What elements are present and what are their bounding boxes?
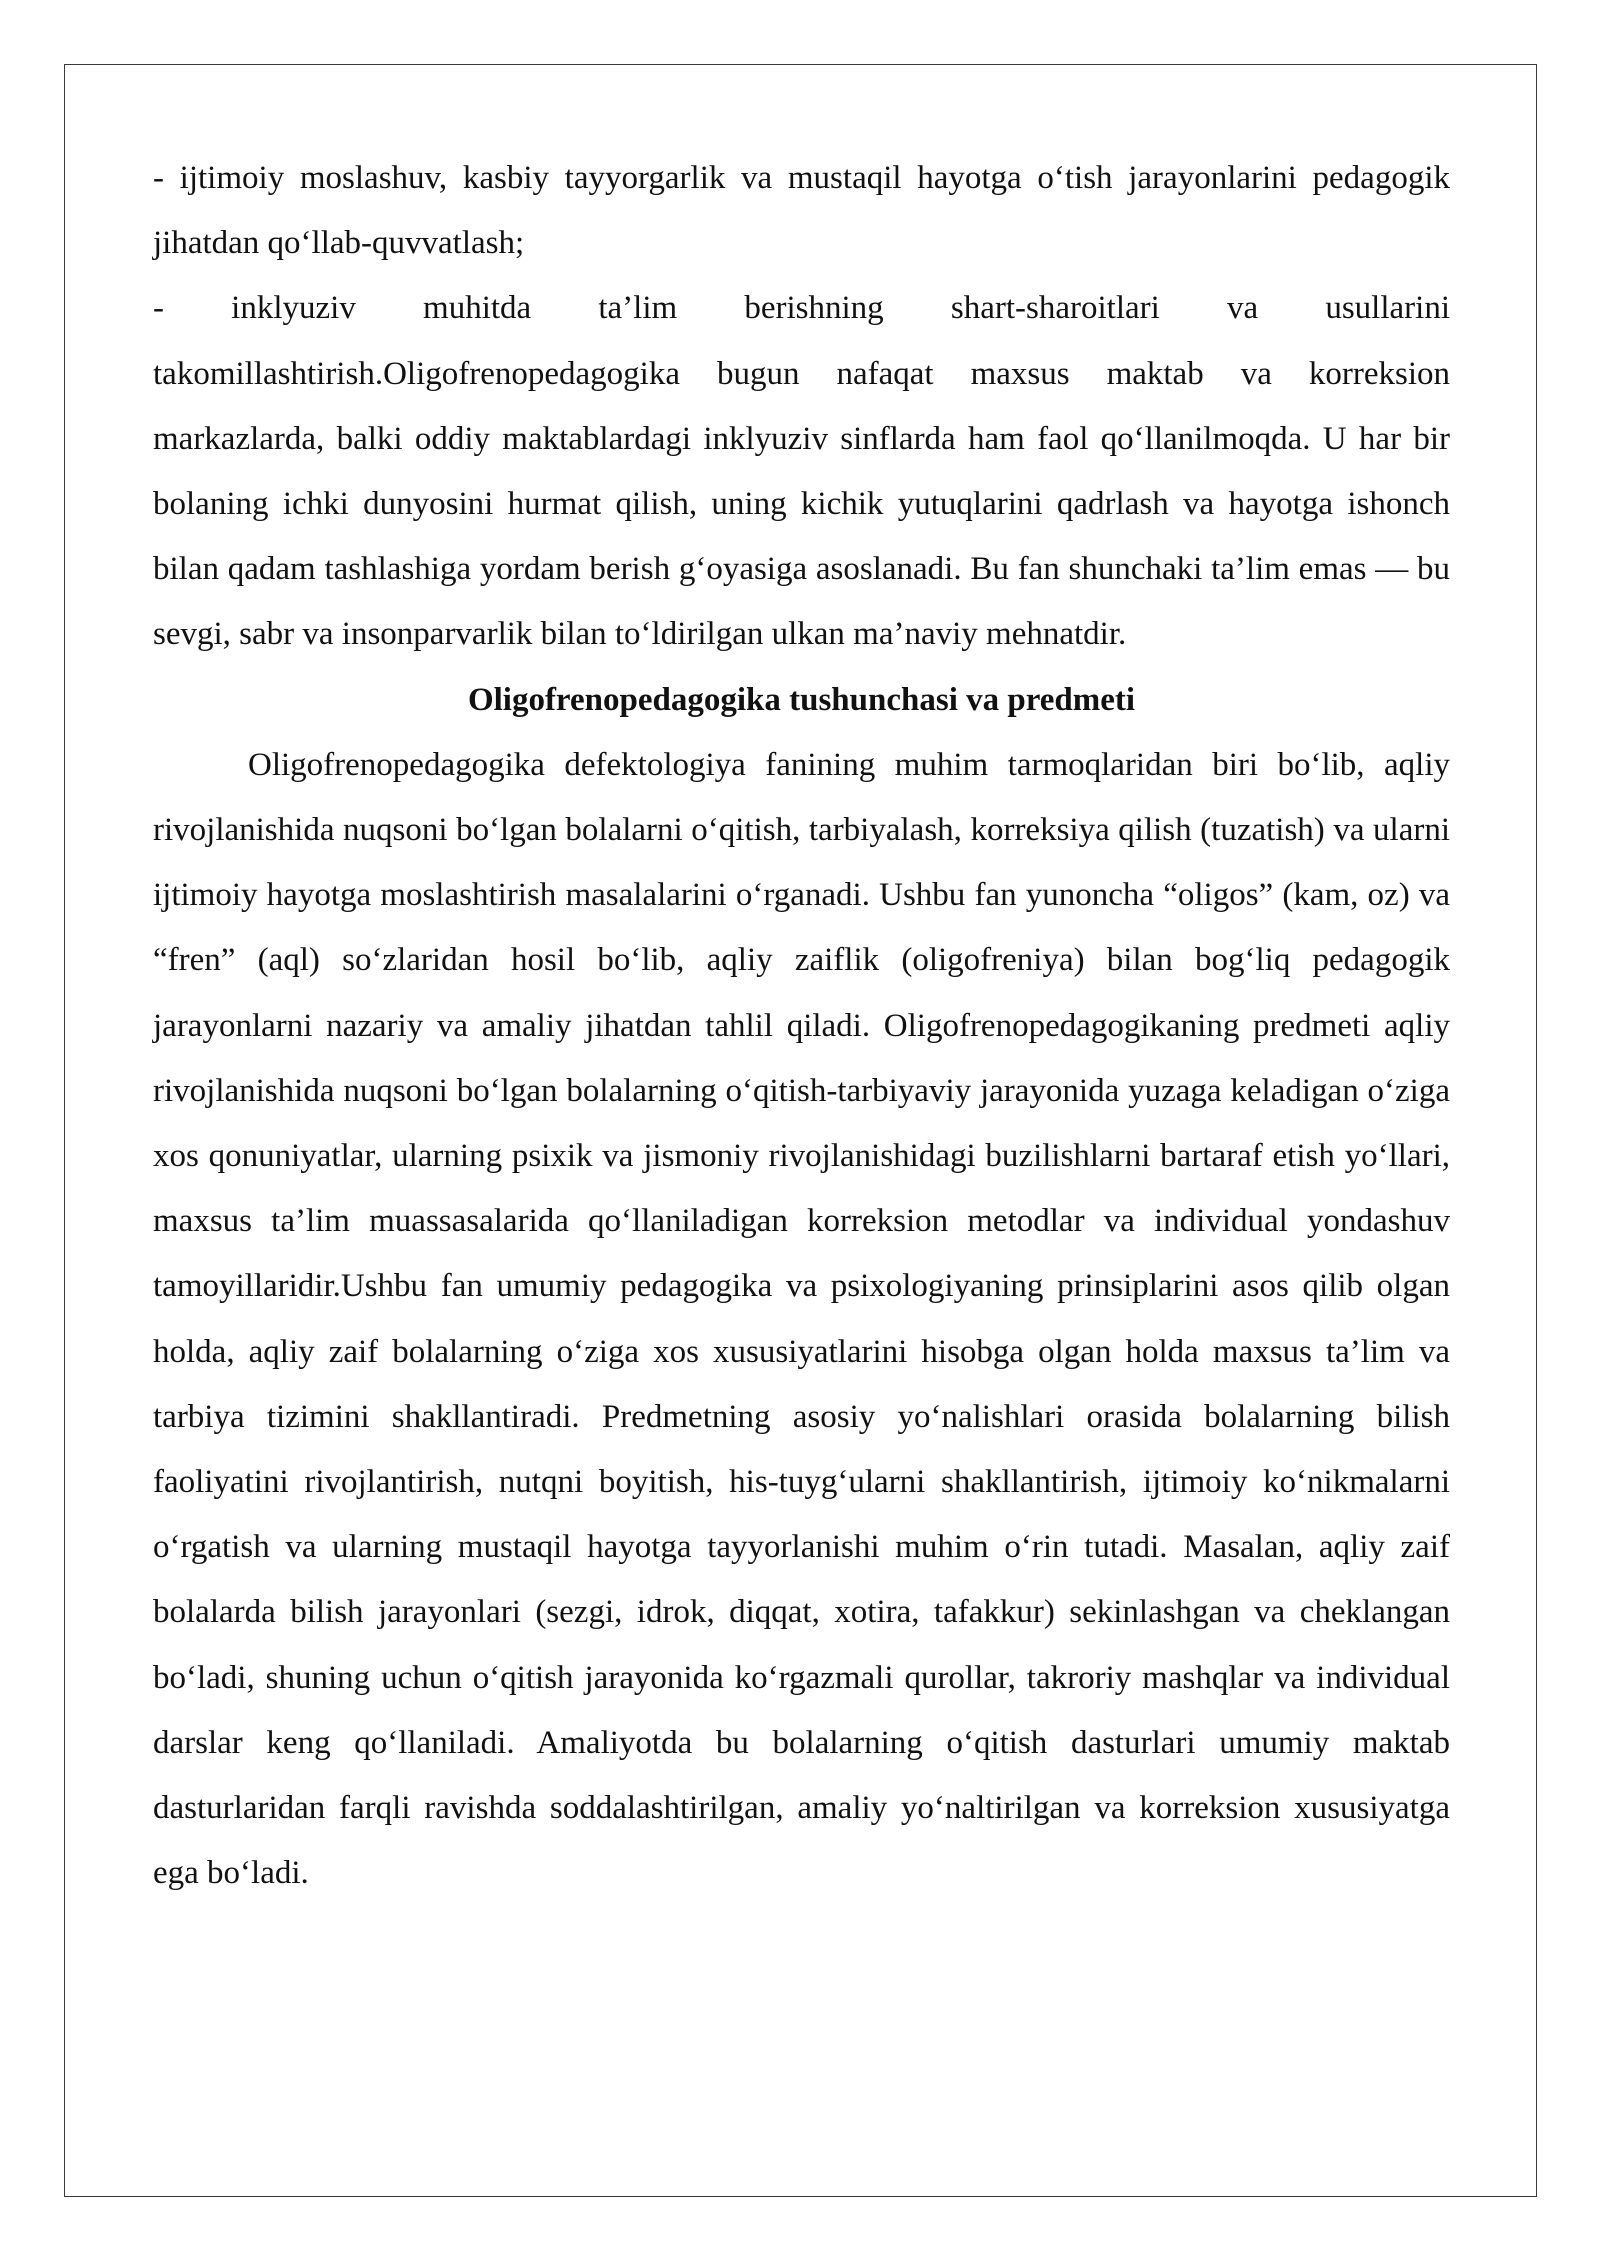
paragraph-definition: Oligofrenopedagogika defektologiya fanining muhim tarmoqlaridan biri bo‘lib, aqliy rivojlanishida nuqsoni bo‘lgan bolalarni o‘qitish, tarbiyalash, korreksiya qilish (tuzatish) va ularni ijtimoiy hayotga moslashtirish masalalarini o‘rganadi. Ushbu fan yunoncha “oligos” (kam, oz) va “fren” (aql) so‘zlaridan hosil bo‘lib, aqliy zaiflik (oligofreniya) bilan bog‘liq pedagogik jarayonlarni nazariy va amaliy jihatdan tahlil qiladi. Oligofrenopedagogikaning predmeti aqliy rivojlanishida nuqsoni bo‘lgan bolalarning o‘qitish-tarbiyaviy jarayonida yuzaga keladigan o‘ziga xos qonuniyatlar, ularning psixik va jismoniy rivojlanishidagi buzilishlarni bartaraf etish yo‘llari, maxsus ta’lim muassasalarida qo‘llaniladigan korreksion metodlar va individual yondashuv tamoyillaridir.Ushbu fan umumiy pedagogika va psixologiyaning prinsiplarini asos qilib olgan holda, aqliy zaif bolalarning o‘ziga xos xususiyatlarini hisobga olgan holda maxsus ta’lim va tarbiya tizimini shakllantiradi. Predmetning asosiy yo‘nalishlari orasida bolalarning bilish faoliyatini rivojlantirish, nutqni boyitish, his-tuyg‘ularni shakllantirish, ijtimoiy ko‘nikmalarni o‘rgatish va ularning mustaqil hayotga tayyorlanishi muhim o‘rin tutadi. Masalan, aqliy zaif bolalarda bilish jarayonlari (sezgi, idrok, diqqat, xotira, tafakkur) sekinlashgan va cheklangan bo‘ladi, shuning uchun o‘qitish jarayonida ko‘rgazmali qurollar, takroriy mashqlar va individual darslar keng qo‘llaniladi. Amaliyotda bu bolalarning o‘qitish dasturlari umumiy maktab dasturlaridan farqli ravishda soddalashtirilgan, amaliy yo‘naltirilgan va korreksion xususiyatga ega bo‘ladi.	[153, 746, 1450, 1892]
document-body	[153, 146, 1450, 1906]
list-item-inclusive-education: - inklyuziv muhitda ta’lim berishning shart-sharoitlari va usullarini takomillashtirish.Oligofrenopedagogika bugun nafaqat maxsus maktab va korreksion markazlarda, balki oddiy maktablardagi inklyuziv sinflarda ham faol qo‘llanilmoqda. U har bir bolaning ichki dunyosini hurmat qilish, uning kichik yutuqlarini qadrlash va hayotga ishonch bilan qadam tashlashiga yordam berish g‘oyasiga asoslanadi. Bu fan shunchaki ta’lim emas — bu sevgi, sabr va insonparvarlik bilan to‘ldirilgan ulkan ma’naviy mehnatdir.	[153, 290, 1450, 653]
list-item-social-adaptation: - ijtimoiy moslashuv, kasbiy tayyorgarlik va mustaqil hayotga o‘tish jarayonlarini pedagogik jihatdan qo‘llab-quvvatlash;	[153, 160, 1450, 262]
section-heading: Oligofrenopedagogika tushunchasi va predmeti	[467, 681, 1136, 718]
